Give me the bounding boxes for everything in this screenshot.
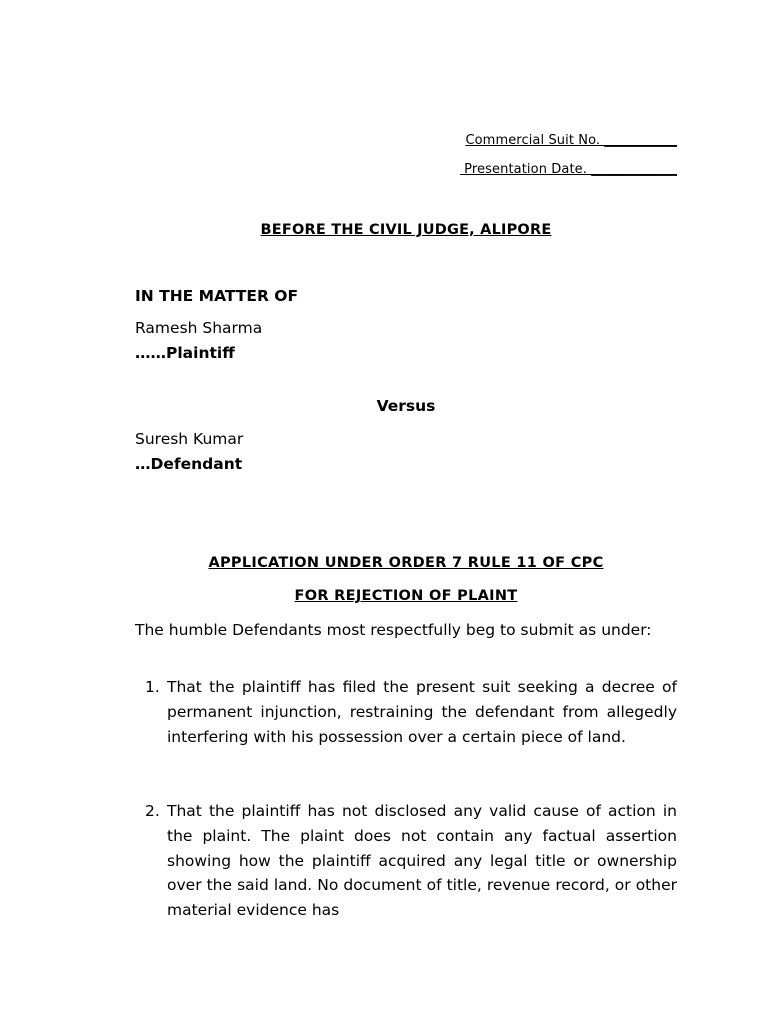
- plaintiff-role: ……Plaintiff: [135, 344, 235, 362]
- list-item-number: 2.: [145, 802, 160, 820]
- court-title: BEFORE THE CIVIL JUDGE, ALIPORE: [260, 222, 552, 238]
- defendant-role: …Defendant: [135, 455, 243, 473]
- presentation-date: Presentation Date. _____________: [459, 162, 677, 177]
- list-item: [135, 675, 677, 749]
- list-item-number: 1.: [145, 678, 160, 696]
- list-item-text: That the plaintiff has not disclosed any valid cause of action in the plaint. The plaint does not contain any factual assertion showing how the plaintiff acquired any legal title or ownership over the said land. No document of title, revenue record, or other material evidence has: [167, 802, 677, 920]
- list-item-text: That the plaintiff has filed the present suit seeking a decree of permanent injunction, restraining the defendant from allegedly interfering with his possession over a certain piece of land.: [167, 678, 677, 746]
- application-subtitle: FOR REJECTION OF PLAINT: [294, 588, 518, 604]
- application-title: APPLICATION UNDER ORDER 7 RULE 11 OF CPC: [208, 555, 604, 571]
- plaintiff-name: Ramesh Sharma: [135, 319, 263, 337]
- versus-label: Versus: [376, 397, 436, 415]
- commercial-suit-number: Commercial Suit No. ___________: [465, 133, 677, 148]
- intro-paragraph: The humble Defendants most respectfully beg to submit as under:: [135, 621, 652, 639]
- list-item: [135, 799, 677, 923]
- defendant-name: Suresh Kumar: [135, 430, 244, 448]
- matter-heading: IN THE MATTER OF: [135, 287, 299, 305]
